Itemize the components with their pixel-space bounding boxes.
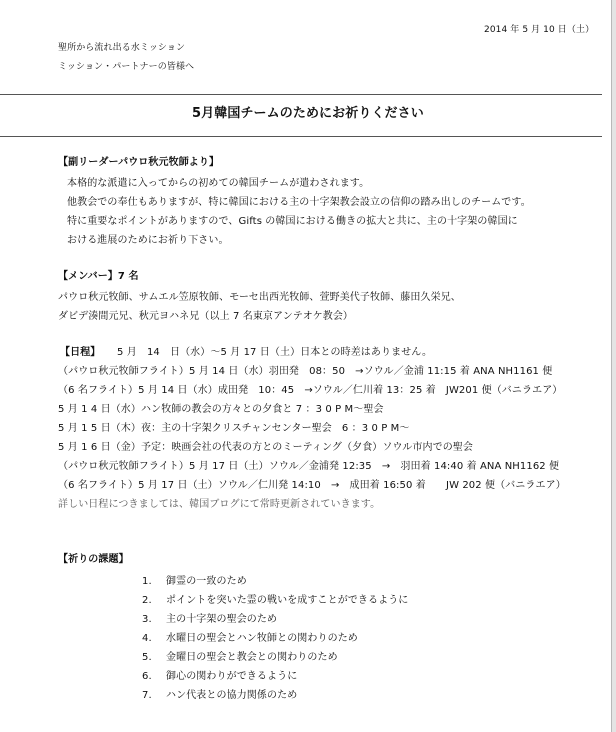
members-line: パウロ秋元牧師、サムエル笠原牧師、モーセ出西光牧師、萱野美代子牧師、藤田久栄兄、 (58, 292, 461, 303)
title-bottom-rule (0, 136, 602, 137)
document-date: 2014 年 5 月 10 日（土） (484, 25, 595, 35)
page-title: 5月韓国チームのためにお祈りください (192, 106, 424, 121)
sender-line: 聖所から流れ出る水ミッション (58, 43, 186, 53)
schedule-heading: 【日程】 (60, 347, 101, 358)
prayer-item-text: 御心の関わりができるように (166, 671, 298, 682)
prayer-item-number: 5. (142, 652, 152, 663)
leader-line: 本格的な派遣に入ってからの初めての韓国チームが遣わされます。 (67, 178, 370, 189)
prayer-item-number: 7. (142, 690, 152, 701)
schedule-line: （パウロ秋元牧師フライト）5 月 17 日（土）ソウル／金浦発 12:35 → 羽田着 14:40 着 ANA NH1162 便 (58, 461, 560, 472)
prayer-item-number: 4. (142, 633, 152, 644)
prayer-item-text: ハン代表との協力関係のため (166, 690, 298, 701)
schedule-line: （6 名フライト）5 月 14 日（水）成田発 10：45 →ソウル／仁川着 13：25 着 JW201 便（バニラエア） (58, 385, 563, 396)
schedule-date-range: 5 月 14 日（水）～5 月 17 日（土）日本との時差はありません。 (117, 347, 433, 358)
schedule-note: 詳しい日程につきましては、韓国ブログにて常時更新されていきます。 (58, 499, 381, 510)
members-heading: 【メンバー】7 名 (58, 271, 139, 282)
page-edge-scrollbar[interactable] (611, 0, 616, 732)
recipient-line: ミッション・パートナーの皆様へ (58, 62, 195, 72)
prayer-item-number: 2. (142, 595, 152, 606)
members-line: ダビデ湊間元兄、秋元ヨハネ兄（以上 7 名東京アンテオケ教会） (58, 311, 354, 322)
leader-line: おける進展のためにお祈り下さい。 (67, 235, 229, 246)
leader-heading: 【副リーダーパウロ秋元牧師より】 (58, 157, 220, 168)
prayer-heading: 【祈りの課題】 (58, 554, 129, 565)
title-top-rule (0, 94, 602, 95)
prayer-item-number: 3. (142, 614, 152, 625)
prayer-item-text: ポイントを突いた霊の戦いを成すことができるように (166, 595, 409, 606)
prayer-item-text: 金曜日の聖会と教会との関わりのため (166, 652, 338, 663)
prayer-item-number: 6. (142, 671, 152, 682)
prayer-item-text: 水曜日の聖会とハン牧師との関わりのため (166, 633, 358, 644)
prayer-item-number: 1. (142, 576, 152, 587)
schedule-line: （6 名フライト）5 月 17 日（土）ソウル／仁川発 14:10 → 成田着 16:50 着 JW 202 便（バニラエア） (58, 480, 566, 491)
schedule-line: 5 月 1 4 日（水）ハン牧師の教会の方々との夕食と 7 ：3 0 P M～聖会 (58, 404, 384, 415)
schedule-line: （パウロ秋元牧師フライト）5 月 14 日（水）羽田発 08：50 →ソウル／金浦 11:15 着 ANA NH1161 便 (58, 366, 553, 377)
schedule-line: 5 月 1 6 日（金）予定：映画会社の代表の方とのミーティング（夕食）ソウル市内での聖会 (58, 442, 474, 453)
leader-line: 特に重要なポイントがありますので、Gifts の韓国における働きの拡大と共に、主の十字架の韓国に (67, 216, 518, 227)
leader-line: 他教会での奉仕もありますが、特に韓国における主の十字架教会設立の信仰の踏み出しのチームです。 (67, 197, 531, 208)
prayer-item-text: 主の十字架の聖会のため (166, 614, 278, 625)
schedule-line: 5 月 1 5 日（木）夜：主の十字架クリスチャンセンター聖会 6 ：3 0 P M～ (58, 423, 410, 434)
prayer-item-text: 御霊の一致のため (166, 576, 247, 587)
